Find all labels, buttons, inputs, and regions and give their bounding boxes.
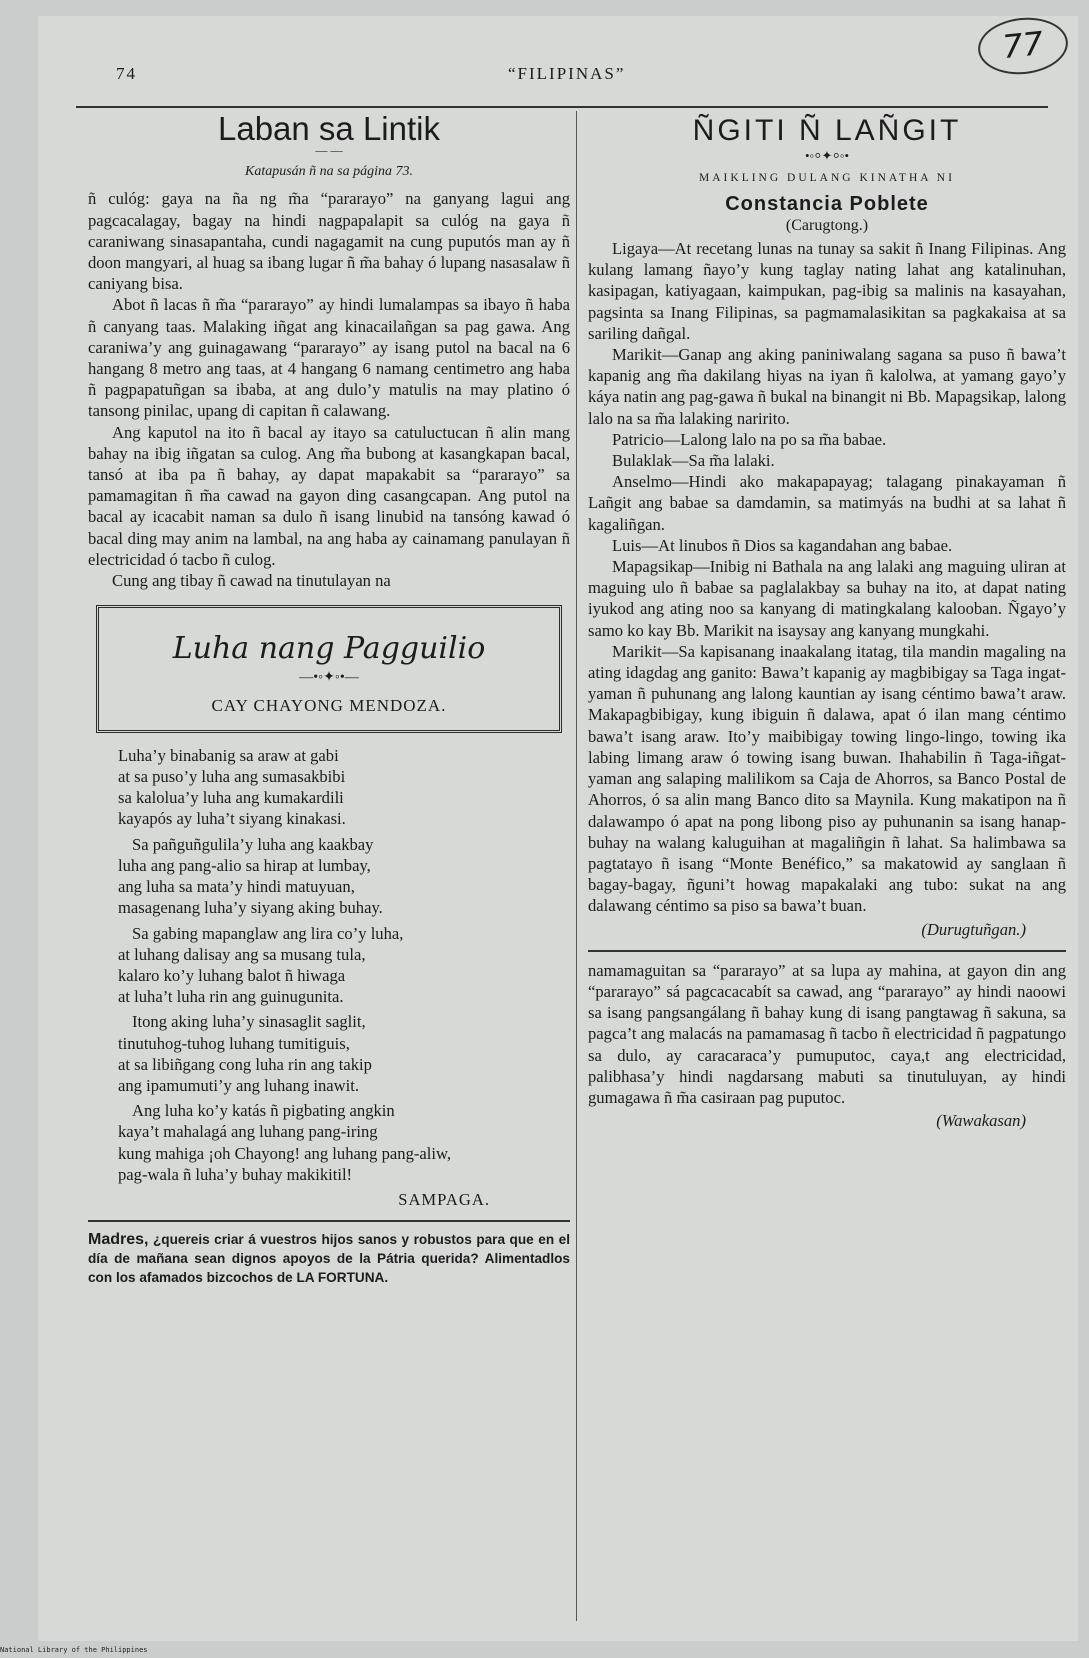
continuation-label: (Carugtong.) (785, 216, 869, 234)
stanza (118, 1100, 560, 1185)
dialogue-paragraph: Anselmo—Hindi ako makapapayag; talagang pinakayaman ñ Lañgit ang babae sa damdamin, sa matimyás na budhi at sa lahat ñ kagaliñgan. (588, 472, 1066, 534)
handwritten-page-stamp: 77 (975, 13, 1070, 78)
poem-line: at sa libiñgang cong luha rin ang takip (118, 1054, 372, 1074)
to-be-continued: (Durugtuñgan.) (921, 919, 1026, 939)
stanza (118, 1011, 560, 1096)
poem-line: kalaro ko’y luhang balot ñ hiwaga (118, 965, 346, 985)
poem-author: CAY CHAYONG MENDOZA. (211, 695, 447, 715)
dialogue-paragraph: Ligaya—At recetang lunas na tunay sa sakit ñ Inang Filipinas. Ang kulang lamang ñayo’y kung taglay nating lahat ang katalinuhan, kasipagan, katiyagaan, kaimpukan, pag-ibig sa malinis na kasayahan, pagsinta sa Inang Filipinas, sa pagmamalasikitan sa pagkakaisa at sa sariling dañgal. (588, 239, 1066, 343)
section-rule (88, 1220, 570, 1222)
continued-note: Katapusán ñ na sa página 73. (244, 164, 413, 180)
page-number: 74 (116, 64, 137, 83)
play-title: ÑGITI Ñ LAÑGIT (692, 114, 962, 147)
article-paragraph: ñ culóg: gaya na ña ng m̃a “pararayo” na ganyang lagui ang pagcacalagay, bagay na hindi nagpapalapit sa culóg na gaya ñ caraniwang sinasapantaha, cundi nagagamit na cung puputós man ay ñ doon mangyari, al huag sa ibang lugar ñ m̃a bahay ó lupang nasasalaw ñ caniyang bisa. (88, 189, 570, 294)
article-paragraph: Abot ñ lacas ñ m̃a “pararayo” ay hindi lumalampas sa ibayo ñ haba ñ canyang taas. Malaking iñgat ang kinacailañgan sa pag gawa. Ang caraniwa’y ang guinagawang “pararayo” ay isang putol na bacal na 6 hangang 8 metro ang taas, at 4 hangang 6 namang centimetro ang haba ñ pagpapatuñgan sa ibaba, at ang dulo’y matulis na may platino ó tansong pinilac, upang di capitan ñ calawang. (88, 295, 570, 421)
ad-text: ¿quereis criar á vuestros hijos sanos y robustos para que en el día de mañana sean dignos apoyos de la Pátria querida? Alimentadlos con los afamados bizcochos de LA FORTUNA. (88, 1232, 570, 1286)
poem-line: sa kalolua’y luha ang kumakardili (118, 788, 344, 808)
poem-line: Ang luha ko’y katás ñ pigbating angkin (132, 1101, 395, 1121)
library-credit: National Library of the Philippines (0, 1646, 148, 1654)
ornament: •◦⸰✦⸰◦• (804, 148, 850, 164)
dialogue-paragraph: Marikit—Sa kapisanang inaakalang itatag, tila mandin magaling na ating idagdag ang ganito: Bawa’t kapanig ay magbibigay sa Taga ingat-yaman ñ puhunang ang lalong kauntian ay isang céntimo bawa’t araw. Makapagbibigay, kung ibiguin ñ dalawa, apat ó ilan mang céntimo bawa’t isang araw. Ito’y maibibigay towing lingo-lingo, towing ika labing limang araw ó towing isang buwan. Ihahabilin ñ Taga-iñgat-yaman ang salaping malilikom sa Caja de Ahorros, sa Banco Postal de Ahorros, ó sa alin mang Banco dito sa Maynila. Kung makatipon na ñ dalawampo ó apat na pong libong piso ay puhunanin sa isang hanap-buhay na walang kaluguihan at magaliñgin ñ lahat. Sa halimbawa sa pagtatayo ñ isang “Monte Benéfico,” sa makatowid ay sanglaan ñ bagay-bagay, ñguni’t howag mapakalaki ang tubo: sukat na ang dalawang céntimo sa piso sa bawa’t buan. (588, 641, 1066, 916)
article-title: Laban sa Lintik (218, 110, 440, 147)
column-divider (576, 111, 577, 1621)
poem-line: pag-wala ñ luha’y buhay makikitil! (118, 1164, 353, 1184)
publication-title: “FILIPINAS” (508, 64, 626, 83)
poem-line: kaya’t mahalagá ang luhang pang-iring (118, 1122, 378, 1142)
ornament: —•◦✦◦•— (299, 670, 359, 686)
dialogue-paragraph: Luis—At linubos ñ Dios sa kagandahan ang babae. (612, 535, 953, 555)
poem-line: at sa puso’y luha ang sumasakbibi (118, 767, 346, 787)
left-column (88, 110, 570, 1287)
poem-line: masagenang luha’y siyang aking buhay. (118, 898, 383, 918)
dialogue-paragraph: Patricio—Lalong lalo na po sa m̃a babae. (612, 429, 887, 449)
play-author: Constancia Poblete (725, 192, 929, 215)
header-rule (76, 106, 1048, 108)
ad-lead: Madres, (88, 1231, 149, 1249)
poem-line: tinutuhog-tuhog luhang tumitiguis, (118, 1033, 350, 1053)
poem-line: ang ipamumuti’y ang luhang inawit. (118, 1075, 360, 1095)
running-header (38, 62, 1078, 92)
poem-line: Luha’y binabanig sa araw at gabi (118, 745, 339, 765)
poem-line: kayapós ay luha’t siyang kinakasi. (118, 809, 346, 829)
magazine-page (38, 16, 1078, 1641)
right-column (588, 114, 1066, 1131)
stanza (118, 923, 560, 1008)
title-dash: — — (315, 143, 343, 158)
dialogue-paragraph: Bulaklak—Sa m̃a lalaki. (612, 451, 775, 471)
advertisement (88, 1230, 570, 1287)
dialogue-paragraph: Marikit—Ganap ang aking paniniwalang sagana sa puso ñ bawa’t kapanig ang m̃a dakilang hiyas na iyan ñ kalolwa, at yamang gayo’y káya natin ang pag-gawa ñ bukal na binangit ni Bb. Mapagsikap, lalong lalo na sa m̃a lalaking naririto. (588, 345, 1066, 428)
poem-signature: SAMPAGA. (398, 1189, 490, 1209)
poem-line: at luhang dalisay ang sa musang tula, (118, 944, 366, 964)
poem (88, 745, 570, 1185)
poem-line: kung mahiga ¡oh Chayong! ang luhang pang-aliw, (118, 1143, 452, 1163)
poem-title: Luha nang Pagguilio (172, 631, 486, 667)
poem-line: at luha’t luha rin ang guinugunita. (118, 987, 344, 1007)
poem-title-box (96, 605, 562, 733)
poem-line: ang luha sa mata’y hindi matuyuan, (118, 877, 355, 897)
dialogue-paragraph: Mapagsikap—Inibig ni Bathala na ang lalaki ang maguing uliran at maguing ulo ñ babae sa paglalakbay sa buhay na ito, at dapat nating iyukod ang ating noo sa kanyang di matingkalang kalooban. Ñgayo’y samo ko kay Bb. Marikit na isaysay ang kanyang mungkahi. (588, 557, 1066, 640)
article-paragraph: Ang kaputol na ito ñ bacal ay itayo sa catuluctucan ñ alin mang bahay na ibig iñgatan sa culog. Ang m̃a bubong at kasangkapan bacal, tansó at iba pa ñ bahay, ay dapat mapakabit sa “pararayo” sa pamamagitan ñ m̃a cawad na gayon ding casangcapan. Ang putol na bacal ay icacabit naman sa dulo ñ isang linubid na tansóng kawad ó bacal ding may anim na lambal, na ang haba ay cainamang panulayan ñ electricidad ó tacbo ñ culog. (88, 422, 570, 569)
end-note: (Wawakasan) (936, 1111, 1026, 1131)
section-rule (588, 950, 1066, 952)
article-paragraph: Cung ang tibay ñ cawad na tinutulayan na (112, 571, 391, 591)
poem-line: Sa gabing mapanglaw ang lira co’y luha, (132, 923, 404, 943)
article-continuation: namamaguitan sa “pararayo” at sa lupa ay mahina, at gayon din ang “pararayo” sá pagcacacabít sa cawad, ang “pararayo” ay hindi naoowi sa isang pangsangálang ñ bahay kung di isang pangtawag ñ sakuna, sa pagca’t ang malacás na pamamasag ñ tacbo ñ electricidad ñ pagpatungo sa dulo, ay caracaraca’y pumuputoc, caya,t ang electricidad, palibhasa’y hindi nagdarsang mabuti sa tinutuluyan, ay hindi gumagawa ñ m̃a casiraan pag puputoc. (588, 960, 1066, 1107)
poem-line: luha ang pang-alio sa hirap at lumbay, (118, 855, 371, 875)
stanza (118, 745, 560, 830)
poem-line: Itong aking luha’y sinasaglit saglit, (132, 1012, 366, 1032)
poem-line: Sa pañguñgulila’y luha ang kaakbay (132, 834, 374, 854)
stanza (118, 834, 560, 919)
play-subtitle: MAIKLING DULANG KINATHA NI (699, 172, 955, 185)
